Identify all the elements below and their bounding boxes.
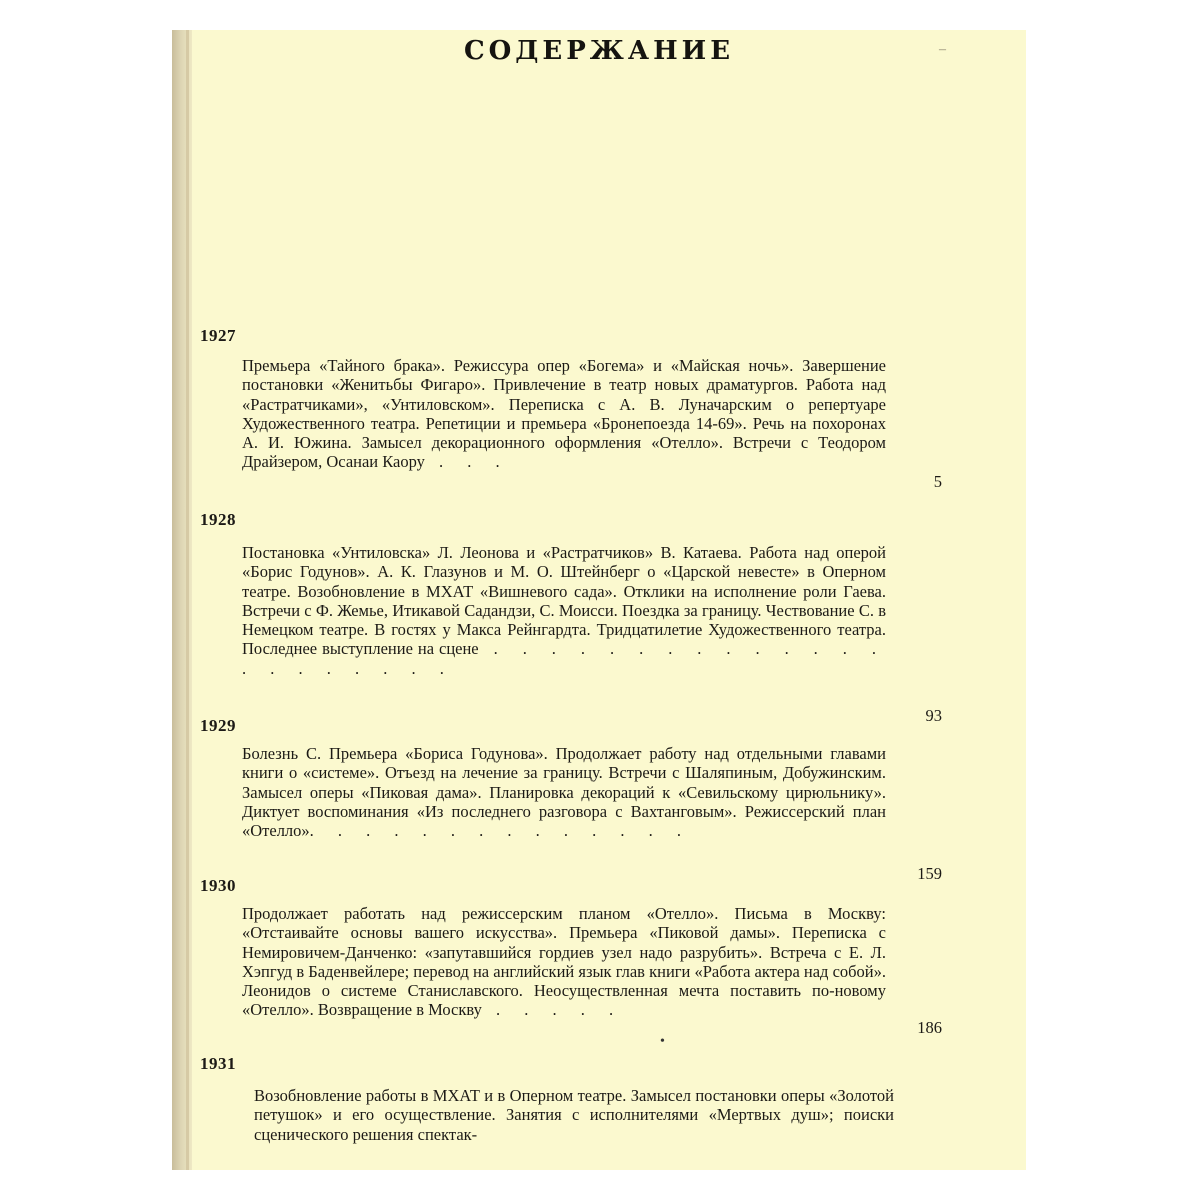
page-title: СОДЕРЖАНИЕ [463, 36, 735, 66]
section-year: 1931 [200, 1054, 236, 1073]
dot-leader: . . . . . . . . . . . . . . . . . . . . . . [242, 639, 887, 678]
section-page-number: 5 [933, 472, 942, 491]
section-description [242, 744, 886, 840]
section-description [242, 904, 886, 1020]
dot-leader: . . . . . [481, 1000, 624, 1020]
section-page-number: 159 [917, 864, 942, 883]
corner-mark: – [939, 42, 946, 57]
section-text: Возобновление работы в МХАТ и в Оперном театре. Замысел постановки оперы «Золотой петушок» и его осуществление. Занятия с исполнителями «Мертвых душ»; поиски сценического решения спектак- [254, 1086, 894, 1144]
section-description [254, 1086, 894, 1144]
ink-dot: • [660, 1034, 665, 1049]
page-spine-line [186, 30, 189, 1170]
section-year: 1927 [200, 326, 236, 345]
page-spine-shadow [172, 30, 192, 1170]
section-text: Болезнь С. Премьера «Бориса Годунова». Продолжает работу над отдельными главами книги о «системе». Отъезд на лечение за границу. Встречи с Шаляпиным, Добужинским. Замысел оперы «Пиковая дама». Планировка декораций к «Севильскому цирюльнику». Диктует воспоминания «Из последнего разговора с Вахтанговым». Режиссерский план «Отелло» [242, 744, 886, 841]
section-year: 1928 [200, 510, 236, 529]
section-text: Продолжает работать над режиссерским планом «Отелло». Письма в Москву: «Отстаивайте основы вашего искусства». Премьера «Пиковой дамы». Переписка с Немировичем-Данченко: «запутавшийся гордиев узел надо разрубить». Встреча с Е. Л. Хэпгуд в Баденвейлере; перевод на английский язык глав книги «Работа актера над собой». Леонидов о системе Станиславского. Неосуществленная мечта поставить по-новому «Отелло». Возвращение в Москву [242, 904, 886, 1020]
section-page-number: 186 [917, 1018, 942, 1037]
section-description [242, 356, 886, 472]
section-description [242, 543, 886, 678]
dot-leader: . . . . . . . . . . . . . . [309, 821, 692, 841]
section-year: 1930 [200, 876, 236, 895]
section-year: 1929 [200, 716, 236, 735]
section-text: Премьера «Тайного брака». Режиссура опер «Богема» и «Майская ночь». Завершение постановки «Женитьбы Фигаро». Привлечение в театр новых драматургов. Работа над «Растратчиками», «Унтиловском». Переписка с А. В. Луначарским о репертуаре Художественного театра. Репетиции и премьера «Бронепоезда 14-69». Речь на похоронах А. И. Южина. Замысел декорационного оформления «Отелло». Встречи с Теодором Драйзером, Осанаи Каору [242, 356, 886, 472]
book-page [172, 30, 1026, 1170]
section-text: Постановка «Унтиловска» Л. Леонова и «Растратчиков» В. Катаева. Работа над оперой «Борис Годунов». А. К. Глазунов и М. О. Штейнберг о «Царской невесте» в Оперном театре. Возобновление в МХАТ «Вишневого сада». Отклики на исполнение роли Гаева. Встречи с Ф. Жемье, Итикавой Садандзи, С. Моисси. Поездка за границу. Чествование С. в Немецком театре. В гостях у Макса Рейнгардта. Тридцатилетие Художественного театра. Последнее выступление на сцене [242, 543, 886, 659]
dot-leader: . . . [424, 452, 510, 472]
section-page-number: 93 [925, 706, 942, 725]
